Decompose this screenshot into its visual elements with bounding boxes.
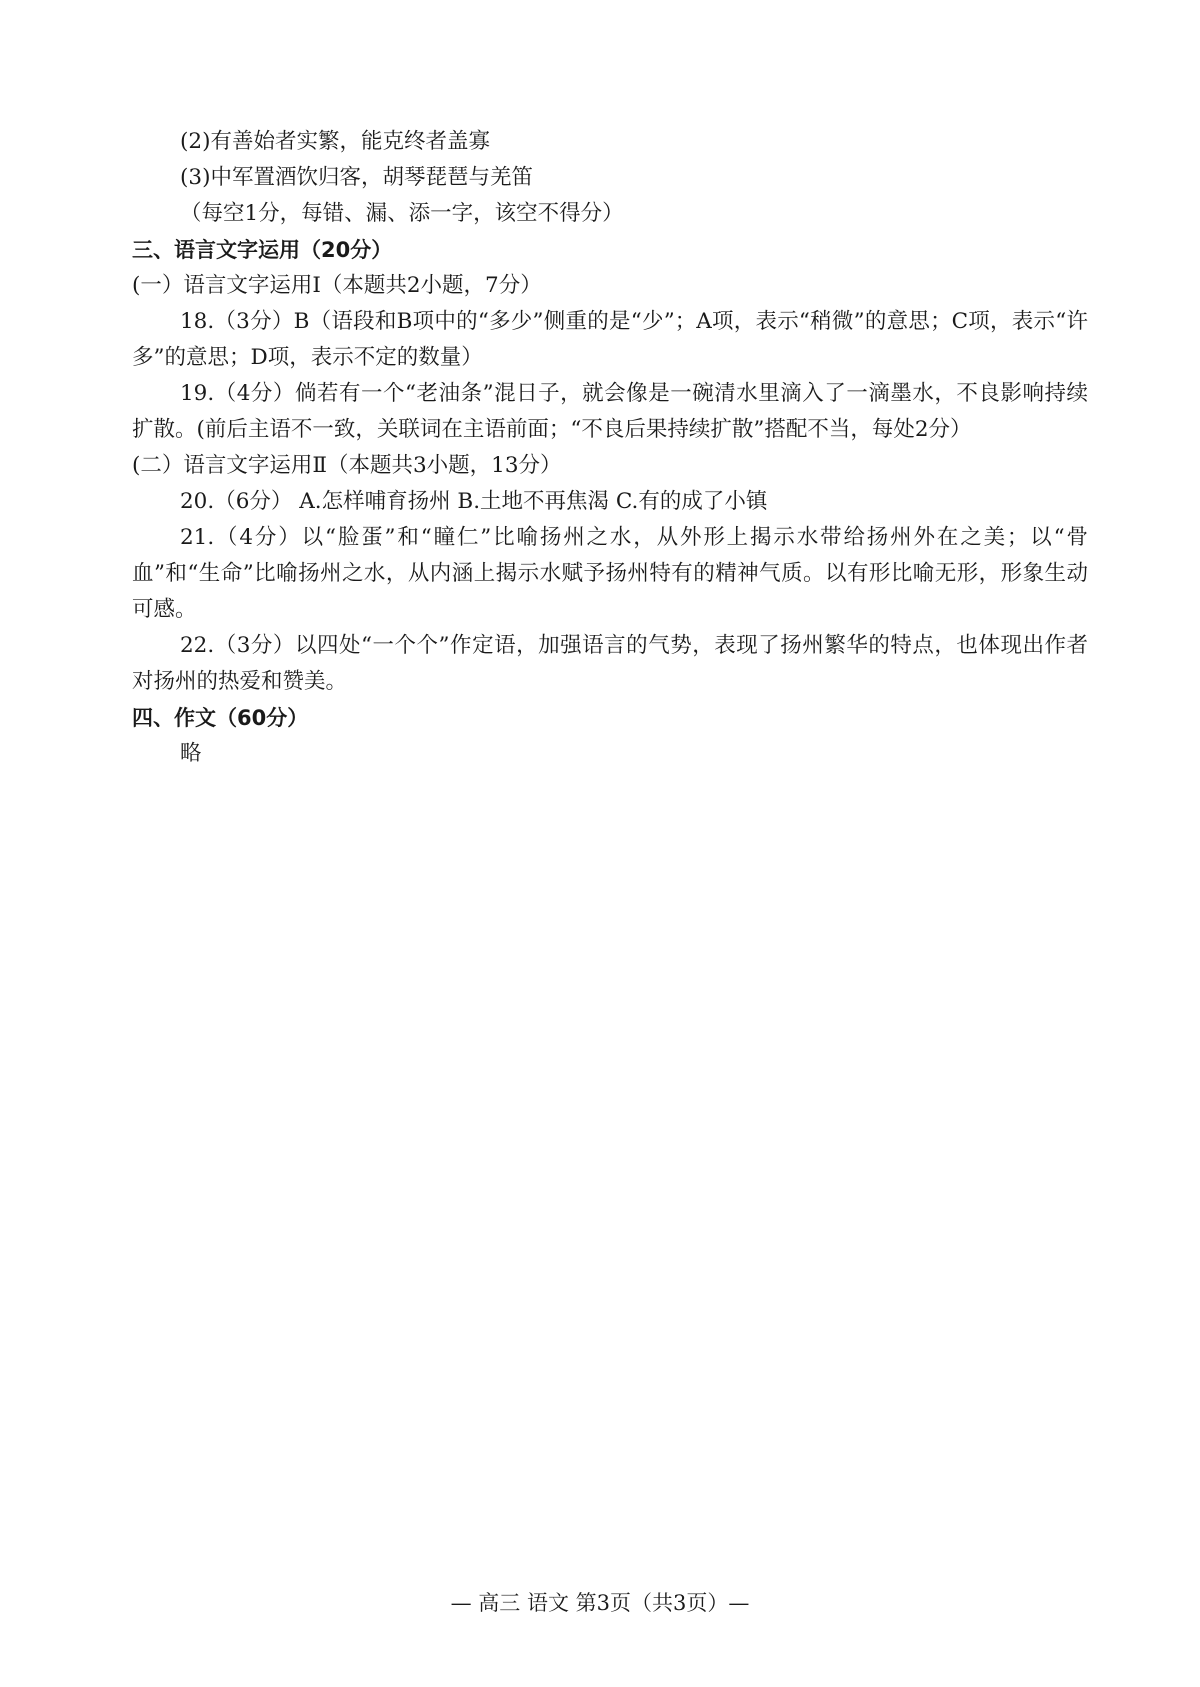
question-21-answer: 21.（4分）以“脸蛋”和“瞳仁”比喻扬州之水，从外形上揭示水带给扬州外在之美；以“骨血”和“生命”比喻扬州之水，从内涵上揭示水赋予扬州特有的精神气质。以有形比喻无形，形象生动可感。 <box>132 525 1088 622</box>
answer-line-3: (3)中军置酒饮归客，胡琴琵琶与羌笛 <box>180 165 533 190</box>
page-footer: — 高三 语文 第3页（共3页）— <box>450 1591 750 1615</box>
question-18-answer: 18.（3分）B（语段和B项中的“多少”侧重的是“少”；A项，表示“稍微”的意思；C项，表示“许多”的意思；D项，表示不定的数量） <box>132 309 1088 370</box>
answer-line-2: (2)有善始者实繁，能克终者盖寡 <box>180 129 490 154</box>
subsection-two-heading: (二）语言文字运用Ⅱ（本题共3小题，13分） <box>132 453 562 478</box>
section-four-heading: 四、作文（60分） <box>132 706 309 730</box>
essay-omitted: 略 <box>180 741 202 766</box>
question-22-answer: 22.（3分）以四处“一个个”作定语，加强语言的气势，表现了扬州繁华的特点，也体现出作者对扬州的热爱和赞美。 <box>132 633 1088 694</box>
section-three-heading: 三、语言文字运用（20分） <box>132 238 393 262</box>
subsection-one-heading: (一）语言文字运用Ⅰ（本题共2小题，7分） <box>132 273 542 298</box>
scoring-note: （每空1分，每错、漏、添一字，该空不得分） <box>180 201 624 226</box>
question-20-answer: 20.（6分） A.怎样哺育扬州 B.土地不再焦渴 C.有的成了小镇 <box>180 489 768 514</box>
answer-content <box>132 124 1088 772</box>
question-19-answer: 19.（4分）倘若有一个“老油条”混日子，就会像是一碗清水里滴入了一滴墨水，不良影响持续扩散。(前后主语不一致，关联词在主语前面；“不良后果持续扩散”搭配不当，每处2分） <box>132 381 1088 442</box>
